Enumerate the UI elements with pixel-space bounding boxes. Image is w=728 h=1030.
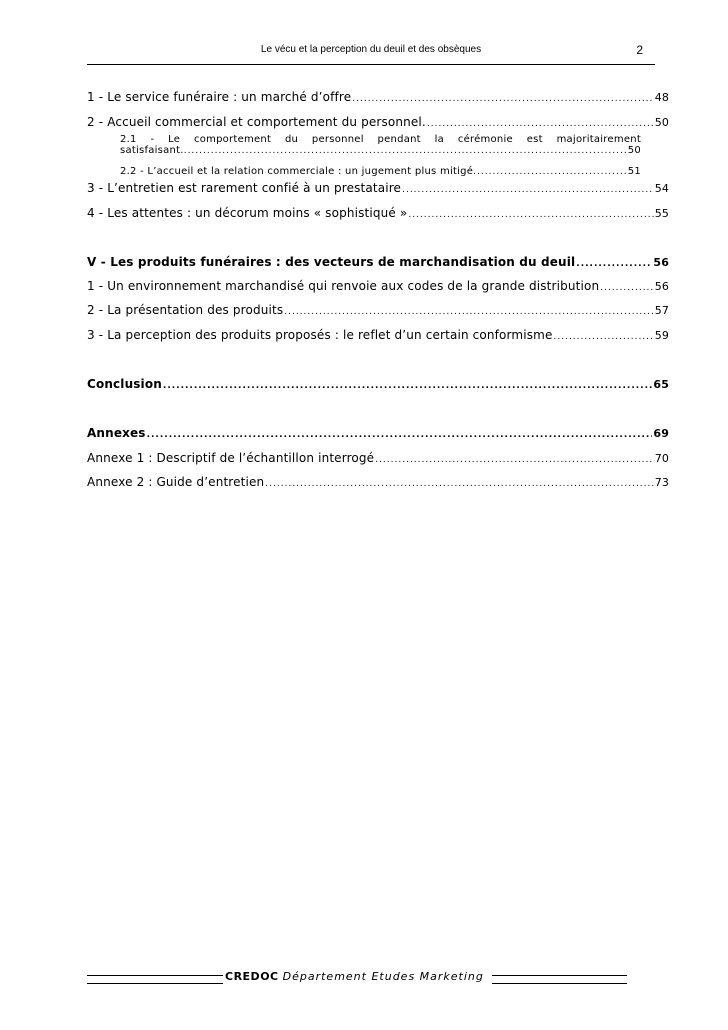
toc-leader-dots: [554, 330, 654, 344]
toc-leader-dots: [576, 257, 652, 271]
toc-entry-entretien[interactable]: [87, 181, 669, 197]
toc-subentry-word: 2.1: [120, 134, 137, 145]
document-title: Le vécu et la perception du deuil et des obsèques: [260, 44, 482, 55]
toc-entry-annexe-1[interactable]: [87, 451, 669, 467]
toc-subentry-word: cérémonie: [457, 134, 513, 145]
toc-leader-dots: [147, 428, 653, 442]
page-number: 2: [636, 43, 643, 57]
toc-entry-label: 4 - Les attentes : un décorum moins « sophistiqué »: [87, 206, 408, 220]
toc-entry-environnement-marchandise[interactable]: [87, 279, 669, 295]
toc-entry-accueil-commercial[interactable]: [87, 115, 669, 131]
toc-subentry-word: -: [150, 134, 155, 145]
toc-entry-label: Conclusion: [87, 377, 162, 391]
toc-entry-perception-produits[interactable]: [87, 328, 669, 344]
toc-subentry-word: majoritairement: [556, 134, 641, 145]
toc-leader-dots: [163, 379, 652, 393]
toc-leader-dots: [600, 281, 653, 295]
toc-entry-page: 50: [627, 145, 641, 156]
toc-subentry-word: pendant: [377, 134, 421, 145]
toc-entry-label: Annexe 1 : Descriptif de l’échantillon interrogé: [87, 451, 375, 465]
toc-leader-dots: [265, 477, 653, 491]
toc-subentry-line2: [120, 145, 641, 157]
toc-leader-dots: [184, 146, 628, 157]
toc-entry-page: 48: [654, 91, 669, 104]
toc-leader-dots: [408, 208, 653, 222]
toc-entry-attentes[interactable]: [87, 206, 669, 222]
toc-entry-label: Annexes: [87, 426, 146, 440]
toc-subentry-word: est: [526, 134, 543, 145]
toc-leader-dots: [375, 453, 653, 467]
footer-rule-right-bottom: [492, 983, 627, 984]
toc-entry-label: 2 - Accueil commercial et comportement du personnel.: [87, 115, 426, 129]
toc-entry-page: 73: [654, 476, 669, 489]
toc-entry-page: 50: [654, 116, 669, 129]
toc-subentry-word: personnel: [311, 134, 364, 145]
toc-section-conclusion[interactable]: [87, 377, 669, 393]
toc-subentry-line1: [120, 134, 641, 145]
toc-section-annexes[interactable]: [87, 426, 669, 442]
page-header: [87, 38, 655, 65]
toc-entry-annexe-2[interactable]: [87, 475, 669, 491]
toc-subentry-word: la: [434, 134, 445, 145]
toc-entry-label: 1 - Un environnement marchandisé qui renvoie aux codes de la grande distribution: [87, 279, 600, 293]
toc-entry-label: 3 - L’entretien est rarement confié à un prestataire: [87, 181, 402, 195]
toc-subentry-word: Le: [168, 134, 181, 145]
footer-label: [225, 970, 484, 983]
toc-entry-label: Annexe 2 : Guide d’entretien: [87, 475, 265, 489]
toc-entry-label: 2.2 - L’accueil et la relation commerciale : un jugement plus mitigé: [120, 166, 474, 177]
toc-entry-page: 51: [627, 166, 641, 177]
toc-entry-page: 54: [654, 182, 669, 195]
toc-entry-service-funeraire[interactable]: [87, 90, 669, 106]
toc-entry-label: 1 - Le service funéraire : un marché d’offre: [87, 90, 352, 104]
footer-department: Département Etudes Marketing: [282, 970, 484, 983]
toc-entry-page: 56: [653, 256, 669, 269]
toc-section-produits-funeraires[interactable]: [87, 255, 669, 271]
toc-entry-label: 3 - La perception des produits proposés : le reflet d’un certain conformisme: [87, 328, 553, 342]
toc-subentry-word: du: [284, 134, 299, 145]
toc-entry-label: V - Les produits funéraires : des vecteurs de marchandisation du deuil: [87, 255, 576, 269]
toc-entry-page: 70: [654, 452, 669, 465]
footer-rule-right-top: [492, 975, 627, 976]
toc-entry-page: 57: [654, 304, 669, 317]
page-footer: [87, 970, 627, 990]
toc-entry-label: 2 - La présentation des produits: [87, 303, 284, 317]
toc-entry-page: 55: [654, 207, 669, 220]
toc-entry-page: 56: [654, 280, 669, 293]
toc-leader-dots: [352, 92, 653, 106]
toc-subentry-word: comportement: [193, 134, 272, 145]
toc-entry-page: 69: [653, 427, 669, 440]
toc-leader-dots: [427, 117, 654, 131]
footer-brand: CREDOC: [225, 970, 279, 983]
toc-entry-presentation-produits[interactable]: [87, 303, 669, 319]
toc-entry-label: satisfaisant.: [120, 145, 184, 156]
toc-subentry-comportement-personnel[interactable]: [120, 134, 641, 157]
toc-subentry-accueil-relation[interactable]: [120, 166, 641, 178]
toc-entry-page: 59: [654, 329, 669, 342]
toc-leader-dots: [473, 167, 628, 178]
toc-leader-dots: [402, 183, 654, 197]
footer-rule-left-top: [87, 975, 223, 976]
toc-entry-page: 65: [653, 378, 669, 391]
footer-rule-left-bottom: [87, 983, 223, 984]
toc-leader-dots: [284, 305, 653, 319]
